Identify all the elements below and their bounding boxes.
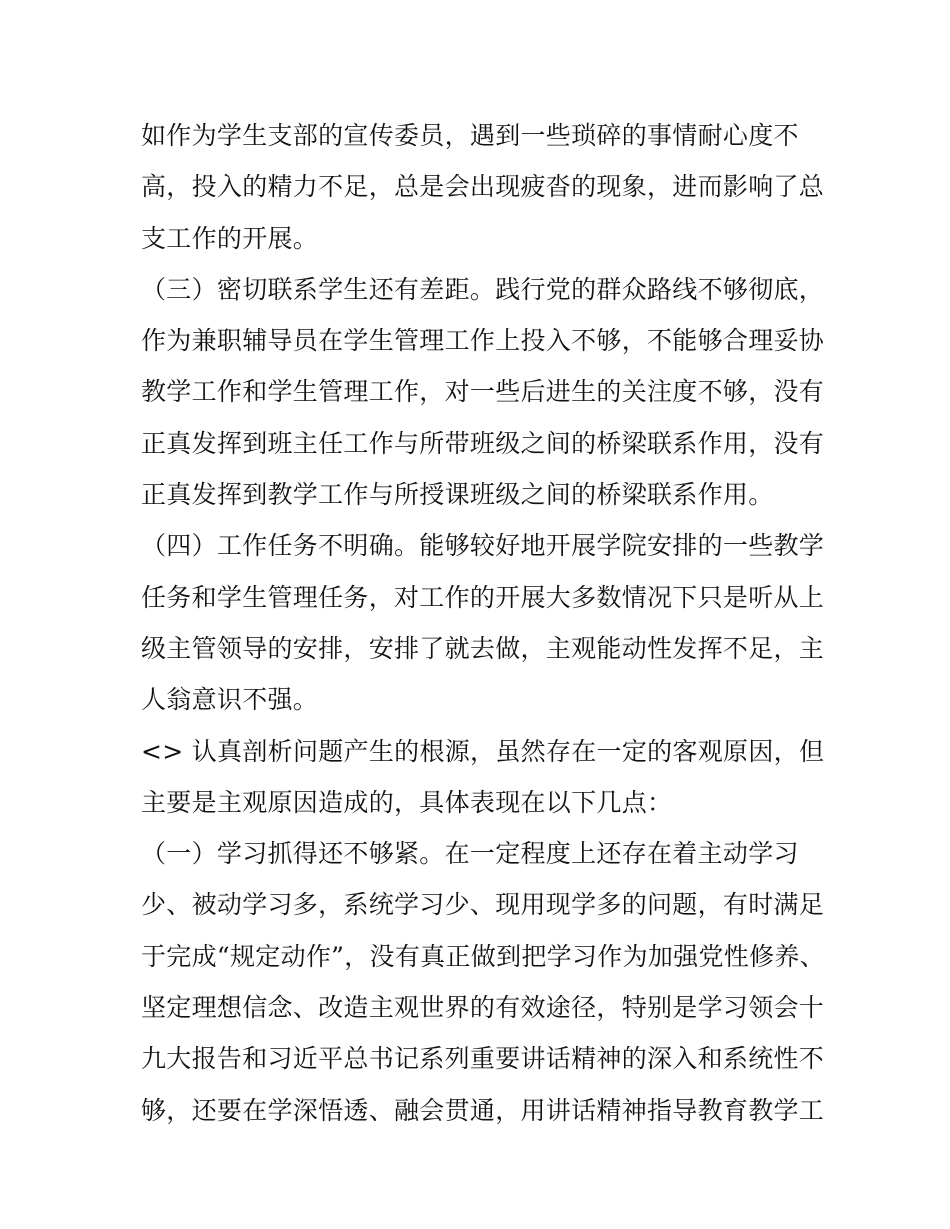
text-line: （三）密切联系学生还有差距。践行党的群众路线不够彻底， xyxy=(141,274,825,304)
text-line: 高，投入的精力不足，总是会出现疲沓的现象，进而影响了总 xyxy=(141,172,825,202)
text-line: 九大报告和习近平总书记系列重要讲话精神的深入和系统性不 xyxy=(141,1044,825,1074)
text-line: 级主管领导的安排，安排了就去做，主观能动性发挥不足，主 xyxy=(141,633,825,663)
text-line: 于完成“规定动作”，没有真正做到把学习作为加强党性修养、 xyxy=(141,941,825,971)
text-line: 教学工作和学生管理工作，对一些后进生的关注度不够，没有 xyxy=(141,377,825,407)
text-line: 够，还要在学深悟透、融会贯通，用讲话精神指导教育教学工 xyxy=(141,1095,825,1125)
text-line: 支工作的开展。 xyxy=(141,223,319,253)
text-line: 如作为学生支部的宣传委员，遇到一些琐碎的事情耐心度不 xyxy=(141,121,799,150)
text-line: （一）学习抓得还不够紧。在一定程度上还存在着主动学习 xyxy=(141,839,799,869)
text-line: 正真发挥到教学工作与所授课班级之间的桥梁联系作用。 xyxy=(141,480,774,510)
text-line: 作为兼职辅导员在学生管理工作上投入不够，不能够合理妥协 xyxy=(141,326,825,356)
text-line: <> 认真剖析问题产生的根源，虽然存在一定的客观原因，但 xyxy=(141,736,825,766)
text-line: 少、被动学习多，系统学习少、现用现学多的问题，有时满足 xyxy=(141,890,825,920)
text-line: 主要是主观原因造成的，具体表现在以下几点： xyxy=(141,787,673,817)
text-line: 人翁意识不强。 xyxy=(141,685,319,715)
text-line: 正真发挥到班主任工作与所带班级之间的桥梁联系作用，没有 xyxy=(141,428,825,458)
text-line: 任务和学生管理任务，对工作的开展大多数情况下只是听从上 xyxy=(141,582,825,612)
text-line: （四）工作任务不明确。能够较好地开展学院安排的一些教学 xyxy=(141,531,825,561)
text-line: 坚定理想信念、改造主观世界的有效途径，特别是学习领会十 xyxy=(141,993,825,1023)
body-text xyxy=(141,110,825,1136)
